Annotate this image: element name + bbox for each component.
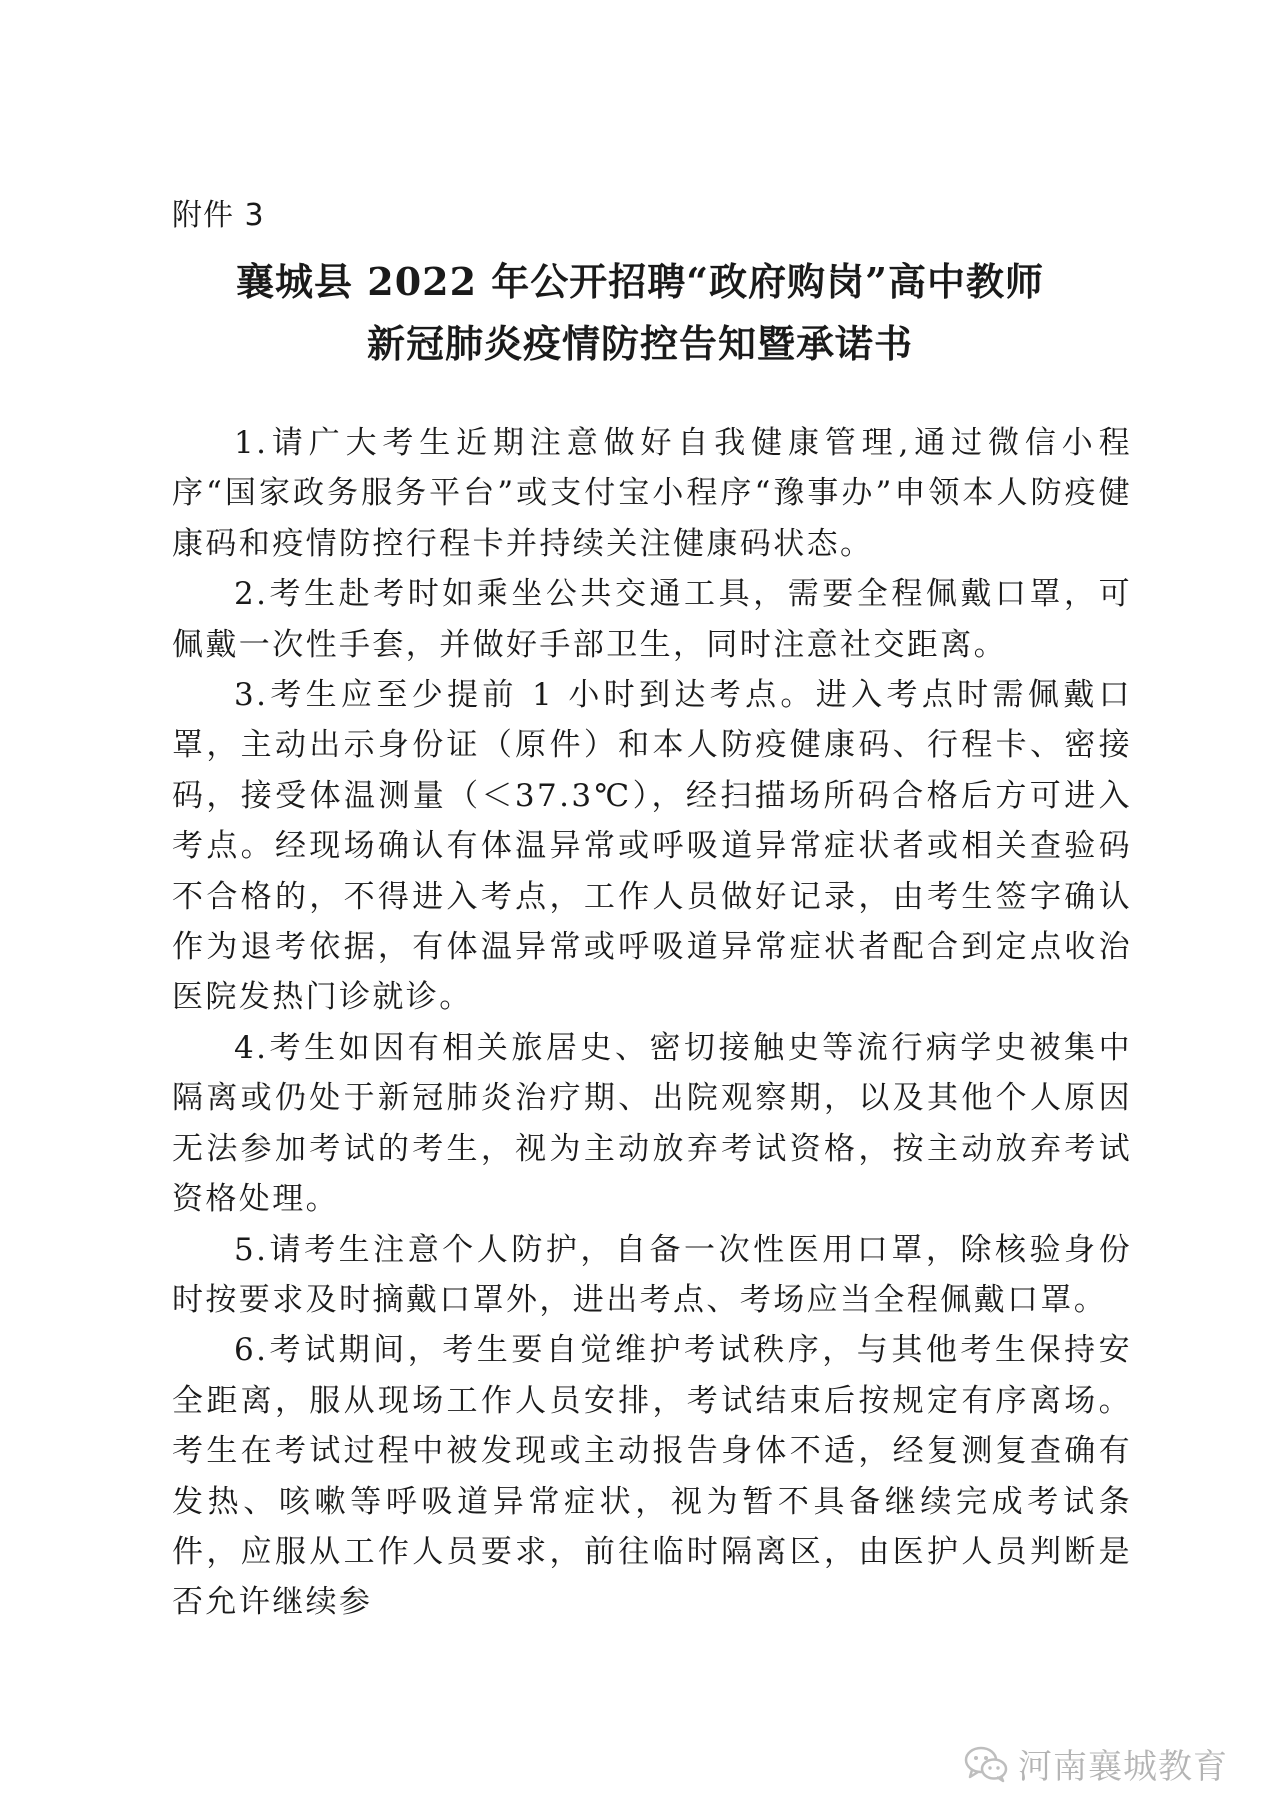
paragraph-2: 2.考生赴考时如乘坐公共交通工具，需要全程佩戴口罩，可佩戴一次性手套，并做好手部卫生，同时注意社交距离。 [172,576,1132,663]
paragraph-4: 4.考生如因有相关旅居史、密切接触史等流行病学史被集中隔离或仍处于新冠肺炎治疗期、出院观察期，以及其他个人原因无法参加考试的考生，视为主动放弃考试资格，按主动放弃考试资格处理。 [172,1029,1132,1218]
paragraph-3: 3.考生应至少提前 1 小时到达考点。进入考点时需佩戴口罩，主动出示身份证（原件）和本人防疫健康码、行程卡、密接码，接受体温测量（＜37.3℃），经扫描场所码合格后方可进入考点。经现场确认有体温异常或呼吸道异常症状者或相关查验码不合格的，不得进入考点，工作人员做好记录，由考生签字确认作为退考依据，有体温异常或呼吸道异常症状者配合到定点收治医院发热门诊就诊。 [172,677,1132,1016]
paragraph-6: 6.考试期间，考生要自觉维护考试秩序，与其他考生保持安全距离，服从现场工作人员安排，考试结束后按规定有序离场。考生在考试过程中被发现或主动报告身体不适，经复测复查确有发热、咳嗽等呼吸道异常症状，视为暂不具备继续完成考试条件，应服从工作人员要求，前往临时隔离区，由医护人员判断是否允许继续参 [172,1332,1132,1621]
document-title-line-2: 新冠肺炎疫情防控告知暨承诺书 [366,321,913,366]
source-watermark [964,1739,1228,1788]
wechat-icon [964,1744,1008,1784]
document-body [172,418,1132,1628]
paragraph-1: 1.请广大考生近期注意做好自我健康管理,通过微信小程序“国家政务服务平台”或支付宝小程序“豫事办”申领本人防疫健康码和疫情防控行程卡并持续关注健康码状态。 [172,425,1132,562]
watermark-text: 河南襄城教育 [1018,1747,1228,1787]
document-title-line-1: 襄城县 2022 年公开招聘“政府购岗”高中教师 [236,259,1044,304]
paragraph-5: 5.请考生注意个人防护，自备一次性医用口罩，除核验身份时按要求及时摘戴口罩外，进出考点、考场应当全程佩戴口罩。 [172,1231,1132,1318]
attachment-label: 附件 3 [172,198,265,233]
